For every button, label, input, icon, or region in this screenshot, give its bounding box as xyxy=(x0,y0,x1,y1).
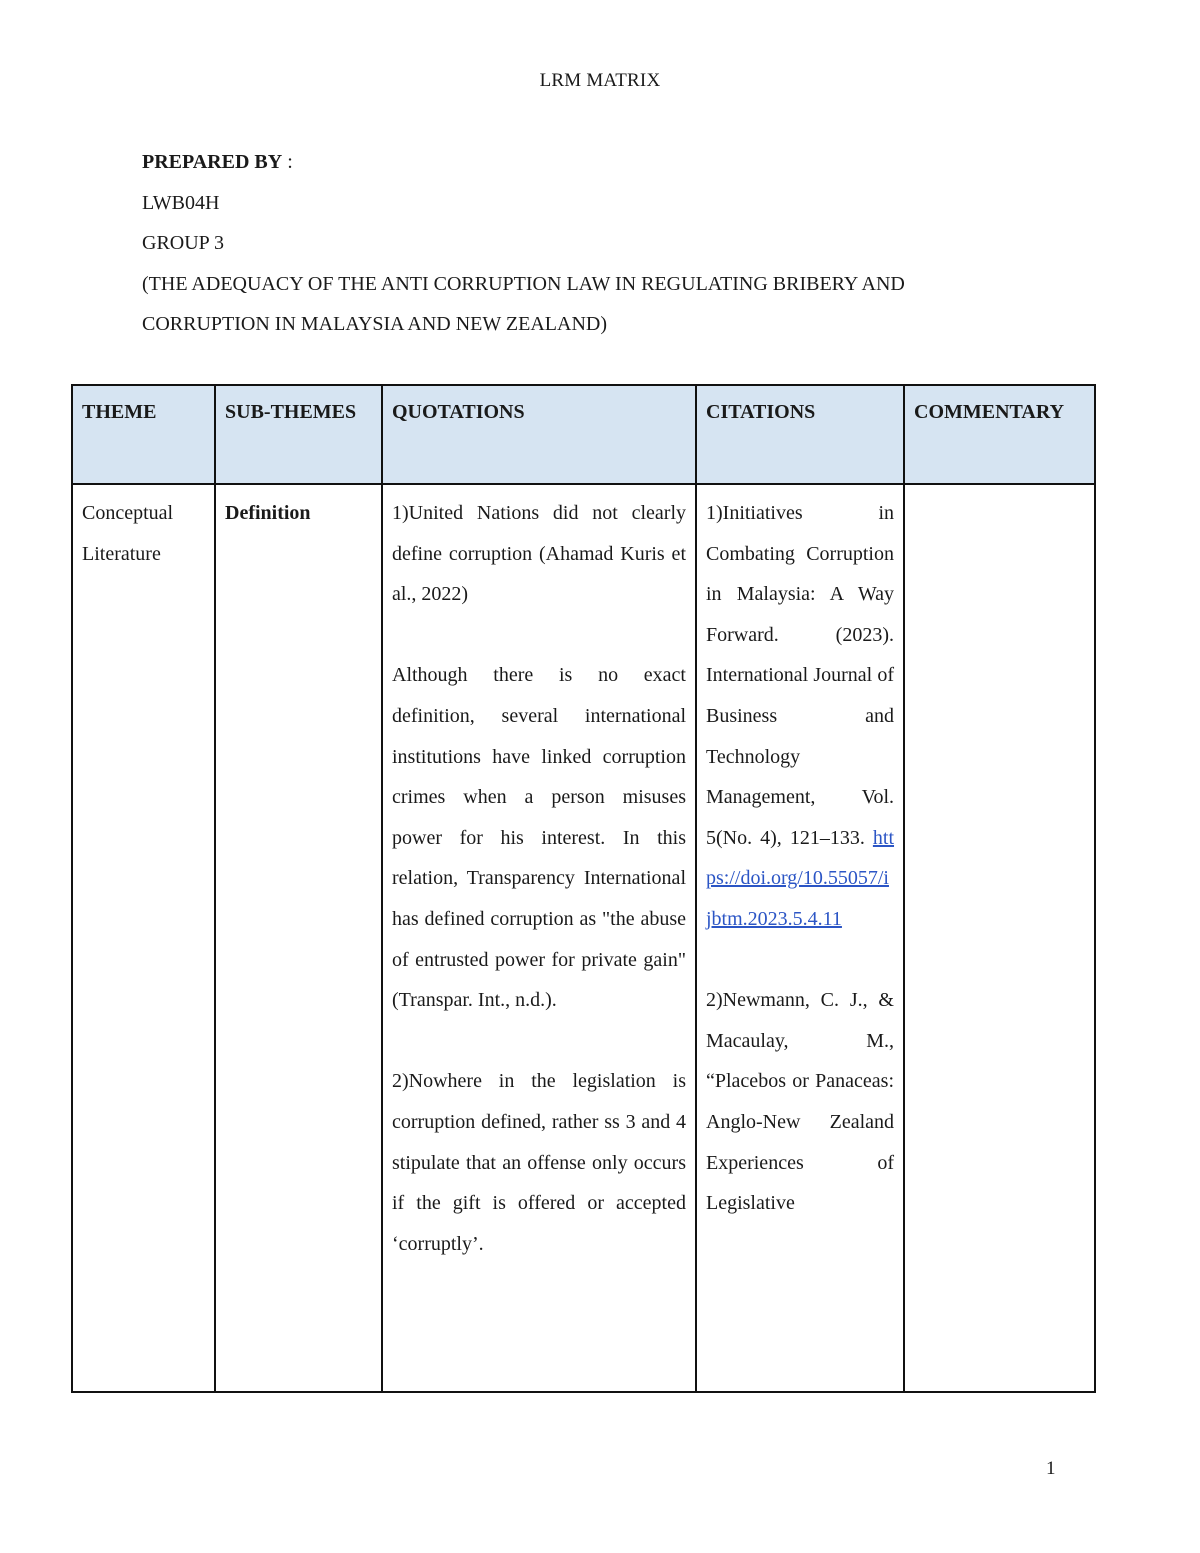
topic-line-2: CORRUPTION IN MALAYSIA AND NEW ZEALAND) xyxy=(142,313,607,336)
prepared-by-line xyxy=(142,142,1072,183)
table-row xyxy=(72,484,1095,1392)
prepared-by-block xyxy=(142,142,1072,345)
topic-line-1: (THE ADEQUACY OF THE ANTI CORRUPTION LAW IN REGULATING BRIBERY AND xyxy=(142,272,905,295)
citation-1 xyxy=(706,493,894,940)
citation-2: 2)Newmann, C. J., & Macaulay, M., “Placebos or Panaceas: Anglo-New Zealand Experiences of Legislative xyxy=(706,989,894,1215)
header-citations: CITATIONS xyxy=(696,385,904,484)
citation-1-text: 1)Initiatives in Combating Corruption in Malaysia: A Way Forward. (2023). International Journal of Business and Technology Management, Vol. 5(No. 4), 121–133. xyxy=(706,502,894,849)
lrm-matrix-table xyxy=(71,384,1096,1393)
theme-text: Conceptual Literature xyxy=(82,502,174,565)
prepared-by-label: PREPARED BY xyxy=(142,151,283,173)
cell-subtheme xyxy=(215,484,382,1392)
quotation-1: 1)United Nations did not clearly define corruption (Ahamad Kuris et al., 2022) xyxy=(392,502,686,606)
cell-commentary xyxy=(904,484,1095,1392)
citation-1-doi-link[interactable]: https://doi.org/10.55057/ijbtm.2023.5.4.11 xyxy=(706,826,895,930)
prepared-by-colon: : xyxy=(282,151,293,173)
page-header-title: LRM MATRIX xyxy=(539,70,661,91)
subtheme-text: Definition xyxy=(225,502,311,524)
header-sub-themes: SUB-THEMES xyxy=(215,385,382,484)
cell-citations xyxy=(696,484,904,1392)
class-code: LWB04H xyxy=(142,191,220,214)
quotation-2: Although there is no exact definition, several international institutions have linked corruption crimes when a person misuses power for his interest. In this relation, Transparency International has defined corruption as "the abuse of entrusted power for private gain" (Transpar. Int., n.d.). xyxy=(392,664,686,1012)
header-quotations: QUOTATIONS xyxy=(382,385,696,484)
header-theme: THEME xyxy=(72,385,215,484)
header-commentary: COMMENTARY xyxy=(904,385,1095,484)
group-name: GROUP 3 xyxy=(142,232,225,255)
table-header-row xyxy=(72,385,1095,484)
quotation-3: 2)Nowhere in the legislation is corruption defined, rather ss 3 and 4 stipulate that an offense only occurs if the gift is offered or accepted ‘corruptly’. xyxy=(392,1070,686,1255)
cell-quotations xyxy=(382,484,696,1392)
page-number: 1 xyxy=(1046,1458,1056,1479)
cell-theme xyxy=(72,484,215,1392)
